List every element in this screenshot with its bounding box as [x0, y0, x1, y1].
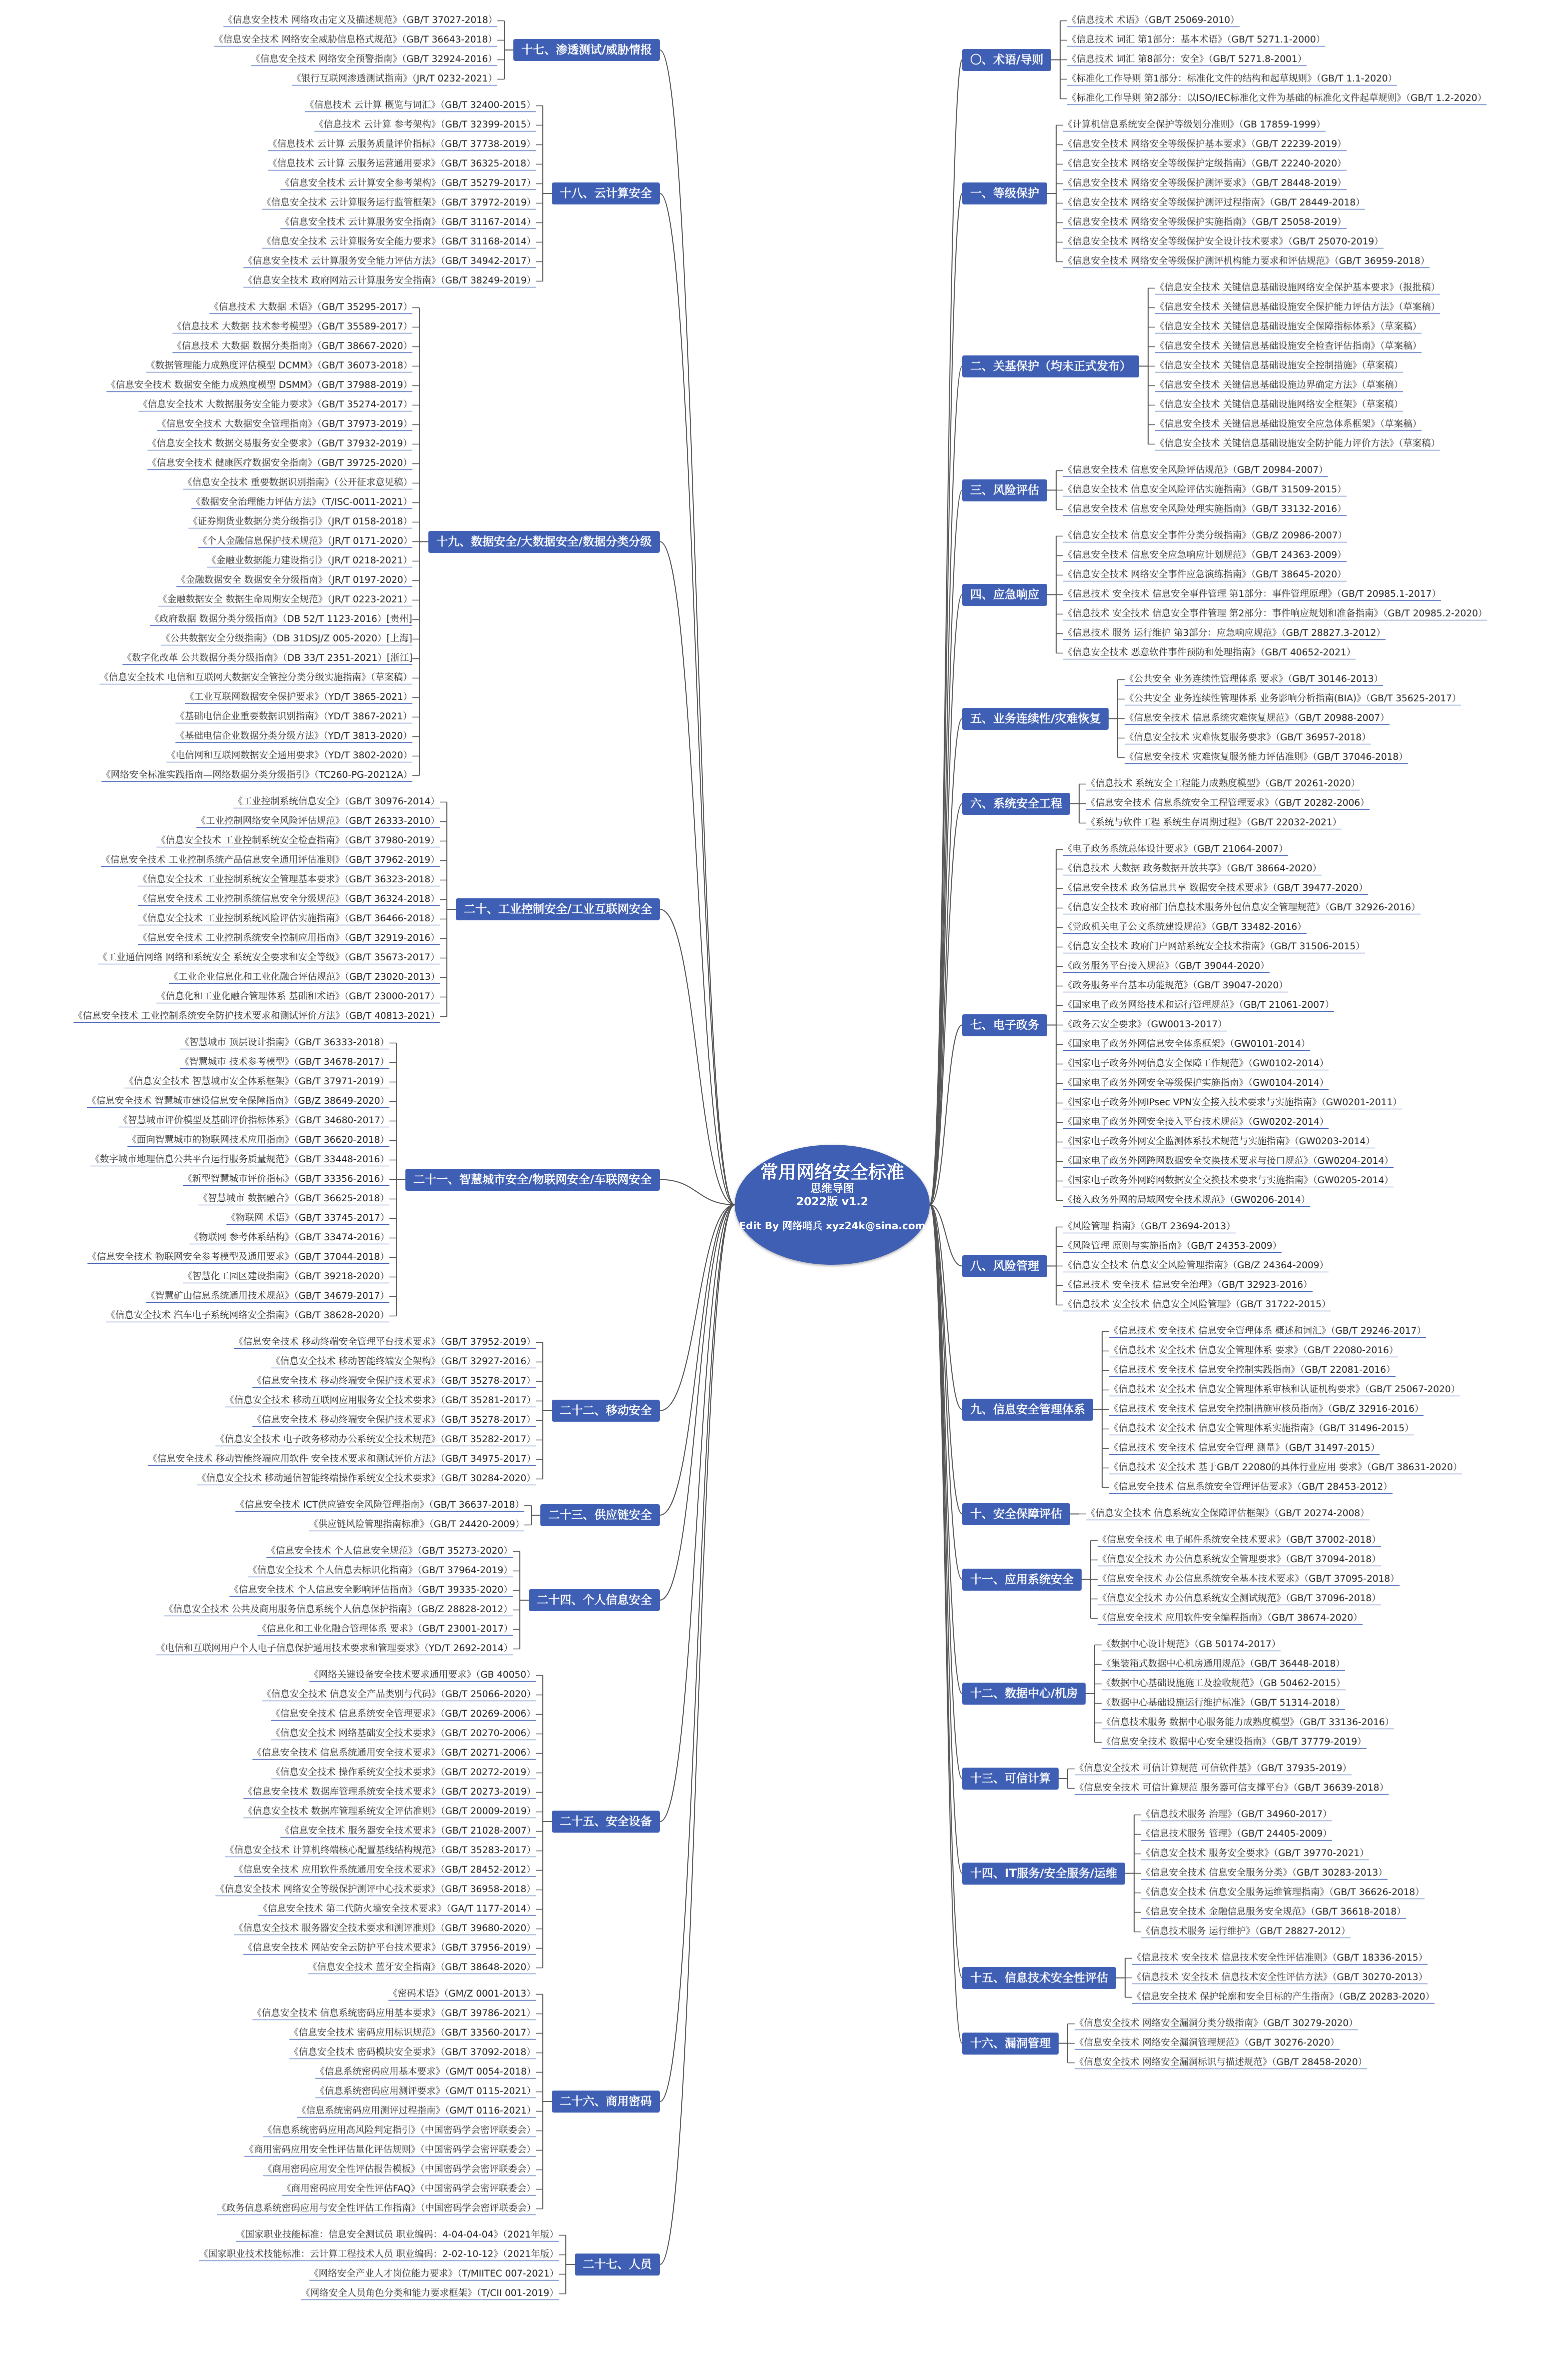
branch-topic[interactable]: 十二、数据中心/机房 [962, 1683, 1086, 1705]
standard-item[interactable]: 《银行互联网渗透测试指南》（JR/T 0232-2021） [292, 73, 497, 84]
standard-item[interactable]: 《智慧化工园区建设指南》（GB/T 39218-2020） [183, 1271, 389, 1282]
standard-item[interactable]: 《信息技术 安全技术 信息安全管理体系 概述和词汇》（GB/T 29246-2017） [1109, 1325, 1426, 1336]
trunk-connector [930, 1205, 962, 1514]
standard-item[interactable]: 《信息安全技术 个人信息去标识化指南》（GB/T 37964-2019） [248, 1565, 513, 1576]
standard-item[interactable]: 《信息技术 服务 运行维护 第3部分：应急响应规范》（GB/T 28827.3-2012） [1063, 627, 1386, 638]
standard-item[interactable]: 《信息安全技术 关键信息基础设施安全应急体系框架》（草案稿） [1155, 418, 1422, 429]
standard-item[interactable]: 《信息安全技术 工业控制系统安全检查指南》（GB/T 37980-2019） [156, 835, 440, 846]
standard-item[interactable]: 《新型智慧城市评价指标》（GB/T 33356-2016） [183, 1173, 389, 1184]
standard-item[interactable]: 《信息安全技术 信息安全风险评估实施指南》（GB/T 31509-2015） [1063, 484, 1347, 495]
standard-item[interactable]: 《金融数据安全 数据生命周期安全规范》（JR/T 0223-2021） [158, 594, 413, 605]
standard-item[interactable]: 《商用密码应用安全性评估量化评估规则》（中国密码学会密评联委会） [244, 2144, 536, 2155]
trunk-connector [930, 193, 962, 1205]
branch-topic[interactable]: 十六、漏洞管理 [962, 2033, 1059, 2055]
standard-item[interactable]: 《信息技术 安全技术 信息安全控制实践指南》（GB/T 22081-2016） [1109, 1364, 1396, 1375]
standard-item[interactable]: 《信息安全技术 关键信息基础设施边界确定方法》（草案稿） [1155, 379, 1404, 390]
branch-topic[interactable]: 十一、应用系统安全 [962, 1569, 1082, 1591]
standard-item[interactable]: 《金融业数据能力建设指引》（JR/T 0218-2021） [207, 555, 412, 566]
branch-topic[interactable]: 二十六、商用密码 [552, 2091, 660, 2113]
standard-item[interactable]: 《信息安全技术 服务器安全技术要求》（GB/T 21028-2007） [280, 1825, 536, 1836]
standard-item[interactable]: 《信息安全技术 信息安全风险管理指南》（GB/Z 24364-2009） [1063, 1260, 1329, 1271]
standard-item[interactable]: 《信息安全技术 可信计算规范 可信软件基》（GB/T 37935-2019） [1075, 1763, 1352, 1774]
branch-topic[interactable]: 二十四、个人信息安全 [529, 1589, 660, 1611]
standard-item[interactable]: 《标准化工作导则 第1部分：标准化文件的结构和起草规则》（GB/T 1.1-2020） [1067, 73, 1398, 84]
branch-topic[interactable]: 七、电子政务 [962, 1014, 1047, 1036]
branch-topic[interactable]: 二十七、人员 [575, 2254, 660, 2276]
standard-item[interactable]: 《信息安全技术 大数据安全管理指南》（GB/T 37973-2019） [157, 418, 413, 429]
standard-item[interactable]: 《计算机信息系统安全保护等级划分准则》（GB 17859-1999） [1063, 119, 1326, 130]
standard-item[interactable]: 《国家职业技术技能标准：云计算工程技术人员 职业编码：2-02-10-12》（2021年版） [199, 2249, 559, 2260]
standard-item[interactable]: 《智慧城市评价模型及基础评价指标体系》（GB/T 34680-2017） [118, 1115, 390, 1126]
standard-item[interactable]: 《信息安全技术 信息系统安全保障评估框架》（GB/T 20274-2008） [1086, 1508, 1370, 1519]
branch-topic[interactable]: 二、关基保护（均未正式发布） [962, 355, 1139, 377]
standard-item[interactable]: 《接入政务外网的局域网安全技术规范》（GW0206-2014） [1063, 1194, 1311, 1205]
standard-item[interactable]: 《信息安全技术 工业控制系统产品信息安全通用评估准则》（GB/T 37962-2019） [101, 854, 440, 865]
standard-item[interactable]: 《商用密码应用安全性评估报告模板》（中国密码学会密评联委会） [263, 2164, 536, 2175]
standard-item[interactable]: 《公共数据安全分级指南》（DB 31DSJ/Z 005-2020）[上海] [161, 633, 412, 644]
standard-item[interactable]: 《信息安全技术 云计算服务运行监管框架》（GB/T 37972-2019） [262, 197, 536, 208]
branch-topic[interactable]: 一、等级保护 [962, 182, 1047, 204]
standard-item[interactable]: 《信息安全技术 电信和互联网大数据安全管控分类分级实施指南》（草案稿） [99, 672, 412, 683]
trunk-connector [660, 1205, 735, 1600]
standard-item[interactable]: 《信息安全技术 信息安全应急响应计划规范》（GB/T 24363-2009） [1063, 549, 1347, 560]
standard-item[interactable]: 《国家电子政务外网IPsec VPN安全接入技术要求与实施指南》（GW0201-2011） [1063, 1097, 1402, 1108]
standard-item[interactable]: 《智慧城市 技术参考模型》（GB/T 34678-2017） [180, 1056, 389, 1067]
standard-item[interactable]: 《信息安全技术 移动互联网应用服务安全技术要求》（GB/T 35281-2017） [225, 1395, 536, 1406]
standard-item[interactable]: 《信息安全技术 办公信息系统安全基本技术要求》（GB/T 37095-2018） [1098, 1573, 1400, 1584]
standard-item[interactable]: 《密码术语》（GM/Z 0001-2013） [388, 1988, 536, 1999]
standard-item[interactable]: 《信息安全技术 应用软件系统通用安全技术要求》（GB/T 28452-2012） [234, 1864, 536, 1875]
standard-item[interactable]: 《政务信息系统密码应用与安全性评估工作指南》（中国密码学会密评联委会） [217, 2203, 536, 2214]
standard-item[interactable]: 《电子政务系统总体设计要求》（GB/T 21064-2007） [1063, 843, 1288, 854]
standard-item[interactable]: 《信息安全技术 信息系统安全管理评估要求》（GB/T 28453-2012） [1109, 1481, 1393, 1492]
branch-topic[interactable]: 十四、IT服务/安全服务/运维 [962, 1863, 1125, 1885]
branch-topic[interactable]: 十九、数据安全/大数据安全/数据分类分级 [428, 531, 660, 553]
standard-item[interactable]: 《工业互联网数据安全保护要求》（YD/T 3865-2021） [185, 691, 413, 702]
trunk-connector [930, 1205, 962, 1779]
standard-item[interactable]: 《信息安全技术 网站安全云防护平台技术要求》（GB/T 37956-2019） [243, 1942, 536, 1953]
standard-item[interactable]: 《网络安全人员角色分类和能力要求框架》（T/CII 001-2019） [301, 2288, 559, 2299]
standard-item[interactable]: 《信息安全技术 关键信息基础设施安全保护能力评估方法》（草案稿） [1155, 301, 1441, 312]
trunk-connector [660, 50, 735, 1205]
standard-item[interactable]: 《金融数据安全 数据安全分级指南》（JR/T 0197-2020） [176, 574, 413, 585]
standard-item[interactable]: 《信息安全技术 网络安全等级保护实施指南》（GB/T 25058-2019） [1063, 216, 1347, 227]
standard-item[interactable]: 《电信网和互联网数据安全通用要求》（YD/T 3802-2020） [166, 750, 413, 761]
standard-item[interactable]: 《物联网 参考体系结构》（GB/T 33474-2016） [189, 1232, 390, 1243]
standard-item[interactable]: 《信息安全技术 信息系统安全管理要求》（GB/T 20269-2006） [271, 1708, 536, 1719]
central-author: Edit By 网络哨兵 xyz24k@sina.com [739, 1220, 926, 1232]
trunk-connector [660, 193, 735, 1205]
standard-item[interactable]: 《国家电子政务外网跨网数据安全交换技术要求与接口规范》（GW0204-2014） [1063, 1155, 1394, 1166]
standard-item[interactable]: 《基础电信企业数据分类分级方法》（YD/T 3813-2020） [175, 730, 412, 741]
standard-item[interactable]: 《信息安全技术 移动终端安全管理平台技术要求》（GB/T 37952-2019） [234, 1336, 536, 1347]
standard-item[interactable]: 《数据中心基础设施施工及验收规范》（GB 50462-2015） [1102, 1678, 1346, 1689]
standard-item[interactable]: 《信息安全技术 信息安全事件分类分级指南》（GB/Z 20986-2007） [1063, 530, 1348, 541]
standard-item[interactable]: 《信息技术 安全技术 信息安全管理体系实施指南》（GB/T 31496-2015） [1109, 1423, 1414, 1434]
standard-item[interactable]: 《信息安全技术 政府网站云计算服务安全指南》（GB/T 38249-2019） [243, 275, 536, 286]
standard-item[interactable]: 《风险管理 指南》（GB/T 23694-2013） [1063, 1221, 1236, 1232]
standard-item[interactable]: 《信息化和工业化融合管理体系 基础和术语》（GB/T 23000-2017） [156, 991, 440, 1002]
standard-item[interactable]: 《信息技术 词汇 第8部分：安全》（GB/T 5271.8-2001） [1067, 53, 1307, 64]
standard-item[interactable]: 《信息安全技术 网络安全漏洞分类分级指南》（GB/T 30279-2020） [1075, 2018, 1358, 2029]
standard-item[interactable]: 《信息技术服务 治理》（GB/T 34960-2017） [1141, 1809, 1332, 1820]
standard-item[interactable]: 《信息技术 云计算 云服务质量评价指标》（GB/T 37738-2019） [268, 138, 536, 149]
branch-topic[interactable]: 二十、工业控制安全/工业互联网安全 [456, 898, 660, 920]
standard-item[interactable]: 《电信和互联网用户个人电子信息保护通用技术要求和管理要求》（YD/T 2692-2014） [156, 1643, 513, 1654]
standard-item[interactable]: 《信息安全技术 网络基础安全技术要求》（GB/T 20270-2006） [271, 1728, 536, 1739]
branch-topic[interactable]: 九、信息安全管理体系 [962, 1399, 1093, 1421]
standard-item[interactable]: 《信息安全技术 网络安全等级保护测评过程指南》（GB/T 28449-2018） [1063, 197, 1365, 208]
standard-item[interactable]: 《信息安全技术 办公信息系统安全管理要求》（GB/T 37094-2018） [1098, 1554, 1381, 1565]
branch-topic[interactable]: 三、风险评估 [962, 479, 1047, 501]
standard-item[interactable]: 《信息安全技术 数据库管理系统安全评估准则》（GB/T 20009-2019） [243, 1806, 536, 1817]
standard-item[interactable]: 《信息技术 安全技术 信息技术安全性评估准则》（GB/T 18336-2015） [1132, 1952, 1428, 1963]
standard-item[interactable]: 《信息安全技术 灾难恢复服务要求》（GB/T 36957-2018） [1125, 732, 1371, 743]
standard-item[interactable]: 《信息技术 大数据 数据分类指南》（GB/T 38667-2020） [172, 340, 413, 351]
standard-item[interactable]: 《工业控制网络安全风险评估规范》（GB/T 26333-2010） [196, 815, 440, 826]
standard-item[interactable]: 《智慧城市 数据融合》（GB/T 36625-2018） [198, 1193, 389, 1204]
standard-item[interactable]: 《信息安全技术 工业控制系统风险评估实施指南》（GB/T 36466-2018） [138, 913, 440, 924]
branch-topic[interactable]: 六、系统安全工程 [962, 793, 1070, 815]
standard-item[interactable]: 《信息安全技术 密码模块安全要求》（GB/T 37092-2018） [289, 2047, 536, 2058]
branch-topic[interactable]: 十七、渗透测试/威胁情报 [513, 39, 660, 61]
central-version: 2022版 v1.2 [796, 1196, 869, 1208]
standard-item[interactable]: 《信息技术 安全技术 信息安全治理》（GB/T 32923-2016） [1063, 1279, 1313, 1290]
branch-topic[interactable]: 二十一、智慧城市安全/物联网安全/车联网安全 [405, 1169, 660, 1191]
standard-item[interactable]: 《信息安全技术 工业控制系统安全控制应用指南》（GB/T 32919-2016） [138, 932, 440, 943]
standard-item[interactable]: 《信息安全技术 关键信息基础设施安全检查评估指南》（草案稿） [1155, 340, 1422, 351]
standard-item[interactable]: 《工业通信网络 网络和系统安全 系统安全要求和安全等级》（GB/T 35673-2017） [98, 952, 440, 963]
standard-item[interactable]: 《信息技术 云计算 概览与词汇》（GB/T 32400-2015） [305, 99, 536, 110]
standard-item[interactable]: 《智慧矿山信息系统通用技术规范》（GB/T 34679-2017） [146, 1290, 389, 1301]
standard-item[interactable]: 《信息安全技术 工业控制系统信息安全分级规范》（GB/T 36324-2018） [138, 893, 440, 904]
standard-item[interactable]: 《信息安全技术 蓝牙安全指南》（GB/T 38648-2020） [308, 1962, 536, 1973]
standard-item[interactable]: 《信息技术 安全技术 基于GB/T 22080的具体行业应用 要求》（GB/T 38631-2020） [1109, 1462, 1463, 1473]
standard-item[interactable]: 《信息技术 安全技术 信息技术安全性评估方法》（GB/T 30270-2013） [1132, 1972, 1428, 1983]
standard-item[interactable]: 《信息安全技术 网络攻击定义及描述规范》（GB/T 37027-2018） [223, 14, 498, 25]
standard-item[interactable]: 《商用密码应用安全性评估FAQ》（中国密码学会密评联委会） [282, 2183, 536, 2194]
standard-item[interactable]: 《系统与软件工程 系统生存周期过程》（GB/T 22032-2021） [1086, 817, 1342, 828]
standard-item[interactable]: 《信息安全技术 网络安全等级保护定级指南》（GB/T 22240-2020） [1063, 158, 1347, 169]
standard-item[interactable]: 《信息安全技术 移动智能终端安全架构》（GB/T 32927-2016） [271, 1356, 536, 1367]
standard-item[interactable]: 《政府数据 数据分类分级指南》（DB 52/T 1123-2016）[贵州] [150, 613, 412, 624]
standard-item[interactable]: 《信息安全技术 政府部门信息技术服务外包信息安全管理规范》（GB/T 32926-2016） [1063, 902, 1421, 913]
standard-item[interactable]: 《信息安全技术 移动智能终端应用软件 安全技术要求和测试评价方法》（GB/T 34975-2017） [148, 1453, 536, 1464]
standard-item[interactable]: 《信息技术 安全技术 信息安全管理 测量》（GB/T 31497-2015） [1109, 1442, 1380, 1453]
branch-topic[interactable]: 二十二、移动安全 [552, 1400, 660, 1422]
standard-item[interactable]: 《信息系统密码应用高风险判定指引》（中国密码学会密评联委会） [263, 2125, 536, 2136]
standard-item[interactable]: 《信息安全技术 数据库管理系统安全技术要求》（GB/T 20273-2019） [243, 1786, 536, 1797]
standard-item[interactable]: 《信息安全技术 数据中心安全建设指南》（GB/T 37779-2019） [1102, 1736, 1367, 1747]
standard-item[interactable]: 《信息安全技术 操作系统安全技术要求》（GB/T 20272-2019） [271, 1767, 536, 1778]
standard-item[interactable]: 《个人金融信息保护技术规范》（JR/T 0171-2020） [198, 535, 413, 546]
standard-item[interactable]: 《面向智慧城市的物联网技术应用指南》（GB/T 36620-2018） [127, 1134, 389, 1145]
standard-item[interactable]: 《国家电子政务外网信息安全保障工作规范》（GW0102-2014） [1063, 1058, 1329, 1069]
standard-item[interactable]: 《信息安全技术 工业控制系统安全防护技术要求和测试评价方法》（GB/T 40813-2021） [73, 1010, 440, 1021]
standard-item[interactable]: 《信息安全技术 云计算服务安全能力评估方法》（GB/T 34942-2017） [243, 255, 536, 266]
standard-item[interactable]: 《信息安全技术 应用软件安全编程指南》（GB/T 38674-2020） [1098, 1612, 1363, 1623]
standard-item[interactable]: 《信息系统密码应用测评要求》（GM/T 0115-2021） [315, 2086, 536, 2097]
standard-item[interactable]: 《政务服务平台接入规范》（GB/T 39044-2020） [1063, 960, 1270, 971]
standard-item[interactable]: 《信息安全技术 信息系统安全工程管理要求》（GB/T 20282-2006） [1086, 797, 1370, 808]
standard-item[interactable]: 《基础电信企业重要数据识别指南》（YD/T 3867-2021） [175, 711, 412, 722]
branch-topic[interactable]: 十、安全保障评估 [962, 1503, 1070, 1525]
standard-item[interactable]: 《信息化和工业化融合管理体系 要求》（GB/T 23001-2017） [257, 1623, 513, 1634]
standard-item[interactable]: 《国家电子政务外网安全等级保护实施指南》（GW0104-2014） [1063, 1077, 1329, 1088]
standard-item[interactable]: 《网络安全产业人才岗位能力要求》（T/MIITEC 007-2021） [309, 2268, 559, 2279]
standard-item[interactable]: 《信息安全技术 网络安全预警指南》（GB/T 32924-2016） [251, 53, 497, 64]
standard-item[interactable]: 《信息安全技术 智慧城市建设信息安全保障指南》（GB/Z 38649-2020） [87, 1095, 390, 1106]
standard-item[interactable]: 《信息安全技术 健康医疗数据安全指南》（GB/T 39725-2020） [147, 457, 412, 468]
standard-item[interactable]: 《信息安全技术 网络安全漏洞标识与描述规范》（GB/T 28458-2020） [1075, 2057, 1368, 2068]
standard-item[interactable]: 《国家电子政务网络技术和运行管理规范》（GB/T 21061-2007） [1063, 999, 1335, 1010]
standard-item[interactable]: 《供应链风险管理指南标准》（GB/T 24420-2009） [309, 1519, 525, 1530]
standard-item[interactable]: 《政务服务平台基本功能规范》（GB/T 39047-2020） [1063, 980, 1288, 991]
standard-item[interactable]: 《信息安全技术 信息安全服务分类》（GB/T 30283-2013） [1141, 1867, 1388, 1878]
standard-item[interactable]: 《国家电子政务外网跨网数据安全交换技术要求与实施指南》（GW0205-2014） [1063, 1175, 1394, 1186]
standard-item[interactable]: 《信息技术 云计算 参考架构》（GB/T 32399-2015） [314, 119, 536, 130]
standard-item[interactable]: 《智慧城市 顶层设计指南》（GB/T 36333-2018） [180, 1037, 389, 1048]
standard-item[interactable]: 《数据安全治理能力评估方法》（T/ISC-0011-2021） [191, 496, 412, 507]
central-subtitle: 思维导图 [810, 1183, 854, 1195]
standard-item[interactable]: 《信息安全技术 智慧城市安全体系框架》（GB/T 37971-2019） [124, 1076, 389, 1087]
standard-item[interactable]: 《信息安全技术 物联网安全参考模型及通用要求》（GB/T 37044-2018） [87, 1251, 389, 1262]
trunk-connector [660, 1205, 735, 1515]
standard-item[interactable]: 《国家电子政务外网安全监测体系技术规范与实施指南》（GW0203-2014） [1063, 1136, 1375, 1147]
standard-item[interactable]: 《信息安全技术 信息安全产品类别与代码》（GB/T 25066-2020） [262, 1689, 536, 1700]
trunk-connector [660, 909, 735, 1205]
standard-item[interactable]: 《信息安全技术 信息系统灾难恢复规范》（GB/T 20988-2007） [1125, 712, 1390, 723]
standard-item[interactable]: 《信息技术服务 运行维护》（GB/T 28827-2012） [1141, 1926, 1351, 1937]
standard-item[interactable]: 《信息安全技术 个人信息安全规范》（GB/T 35273-2020） [266, 1545, 513, 1556]
standard-item[interactable]: 《信息安全技术 汽车电子系统网络安全指南》（GB/T 38628-2020） [106, 1310, 389, 1321]
standard-item[interactable]: 《物联网 术语》（GB/T 33745-2017） [226, 1212, 390, 1223]
standard-item[interactable]: 《信息安全技术 政府门户网站系统安全技术指南》（GB/T 31506-2015） [1063, 941, 1365, 952]
branch-topic[interactable]: 四、应急响应 [962, 584, 1047, 606]
standard-item[interactable]: 《信息安全技术 ICT供应链安全风险管理指南》（GB/T 36637-2018） [235, 1499, 524, 1510]
standard-item[interactable]: 《信息安全技术 重要数据识别指南》（公开征求意见稿） [183, 477, 413, 488]
standard-item[interactable]: 《信息系统密码应用基本要求》（GM/T 0054-2018） [315, 2066, 536, 2077]
standard-item[interactable]: 《信息安全技术 个人信息安全影响评估指南》（GB/T 39335-2020） [229, 1584, 513, 1595]
standard-item[interactable]: 《信息安全技术 网络安全等级保护基本要求》（GB/T 22239-2019） [1063, 138, 1347, 149]
standard-item[interactable]: 《信息技术 大数据 政务数据开放共享》（GB/T 38664-2020） [1063, 863, 1322, 874]
standard-item[interactable]: 《信息安全技术 移动终端安全保护技术要求》（GB/T 35278-2017） [252, 1414, 536, 1425]
standard-item[interactable]: 《信息安全技术 电子政务移动办公系统安全技术规范》（GB/T 35282-2017） [215, 1434, 536, 1445]
standard-item[interactable]: 《信息安全技术 保护轮廓和安全目标的产生指南》（GB/Z 20283-2020） [1132, 1991, 1435, 2002]
standard-item[interactable]: 《信息技术 大数据 技术参考模型》（GB/T 35589-2017） [172, 321, 413, 332]
standard-item[interactable]: 《信息安全技术 恶意软件事件预防和处理指南》（GB/T 40652-2021） [1063, 647, 1356, 658]
standard-item[interactable]: 《信息安全技术 关键信息基础设施网络安全保护基本要求》（报批稿） [1155, 282, 1441, 293]
standard-item[interactable]: 《信息技术 安全技术 信息安全管理体系 要求》（GB/T 22080-2016） [1109, 1345, 1399, 1356]
standard-item[interactable]: 《数据中心设计规范》（GB 50174-2017） [1102, 1639, 1281, 1650]
standard-item[interactable]: 《信息技术服务 数据中心服务能力成熟度模型》（GB/T 33136-2016） [1102, 1717, 1395, 1728]
standard-item[interactable]: 《信息安全技术 网络安全漏洞管理规范》（GB/T 30276-2020） [1075, 2037, 1340, 2048]
branch-topic[interactable]: 十三、可信计算 [962, 1768, 1059, 1790]
standard-item[interactable]: 《信息安全技术 第二代防火墙安全技术要求》（GA/T 1177-2014） [258, 1903, 536, 1914]
standard-item[interactable]: 《信息技术服务 管理》（GB/T 24405-2009） [1141, 1828, 1332, 1839]
standard-item[interactable]: 《信息技术 云计算 云服务运营通用要求》（GB/T 36325-2018） [268, 158, 536, 169]
central-topic[interactable] [735, 1145, 930, 1265]
standard-item[interactable]: 《信息安全技术 关键信息基础设施安全保障指标体系》（草案稿） [1155, 321, 1422, 332]
standard-item[interactable]: 《信息安全技术 数据安全能力成熟度模型 DSMM》（GB/T 37988-2019） [106, 379, 412, 390]
standard-item[interactable]: 《工业控制系统信息安全》（GB/T 30976-2014） [233, 796, 440, 807]
standard-item[interactable]: 《信息技术 安全技术 信息安全控制措施审核员指南》（GB/Z 32916-2016） [1109, 1403, 1424, 1414]
standard-item[interactable]: 《信息安全技术 网络安全威胁信息格式规范》（GB/T 36643-2018） [214, 34, 497, 45]
standard-item[interactable]: 《信息安全技术 电子邮件系统安全技术要求》（GB/T 37002-2018） [1098, 1534, 1381, 1545]
standard-item[interactable]: 《信息技术 术语》（GB/T 25069-2010） [1067, 14, 1240, 25]
standard-item[interactable]: 《集装箱式数据中心机房通用规范》（GB/T 36448-2018） [1102, 1658, 1345, 1669]
standard-item[interactable]: 《国家电子政务外网信息安全体系框架》（GW0101-2014） [1063, 1038, 1311, 1049]
standard-item[interactable]: 《信息安全技术 网络安全等级保护安全设计技术要求》（GB/T 25070-2019） [1063, 236, 1384, 247]
standard-item[interactable]: 《信息安全技术 网络安全等级保护测评中心技术要求》（GB/T 36958-2018） [215, 1884, 536, 1895]
standard-item[interactable]: 《信息安全技术 信息系统通用安全技术要求》（GB/T 20271-2006） [252, 1747, 536, 1758]
standard-item[interactable]: 《信息技术 安全技术 信息安全事件管理 第1部分：事件管理原理》（GB/T 20985.1-2017） [1063, 588, 1441, 599]
standard-item[interactable]: 《国家职业技能标准：信息安全测试员 职业编码：4-04-04-04》（2021年版） [236, 2229, 559, 2240]
standard-item[interactable]: 《信息安全技术 政务信息共享 数据安全技术要求》（GB/T 39477-2020） [1063, 882, 1368, 893]
standard-item[interactable]: 《信息安全技术 网络安全等级保护测评要求》（GB/T 28448-2019） [1063, 177, 1347, 188]
standard-item[interactable]: 《数字化改革 公共数据分类分级指南》（DB 33/T 2351-2021）[浙江] [122, 652, 413, 663]
trunk-connector [930, 1205, 962, 2044]
standard-item[interactable]: 《信息技术 系统安全工程能力成熟度模型》（GB/T 20261-2020） [1086, 778, 1361, 789]
standard-item[interactable]: 《信息安全技术 计算机终端核心配置基线结构规范》（GB/T 35283-2017） [225, 1845, 536, 1856]
standard-item[interactable]: 《信息安全技术 数据交易服务安全要求》（GB/T 37932-2019） [147, 438, 412, 449]
standard-item[interactable]: 《信息安全技术 信息安全风险评估规范》（GB/T 20984-2007） [1063, 464, 1328, 475]
standard-item[interactable]: 《信息安全技术 可信计算规范 服务器可信支撑平台》（GB/T 36639-2018） [1075, 1782, 1389, 1793]
standard-item[interactable]: 《公共安全 业务连续性管理体系 要求》（GB/T 30146-2013） [1125, 673, 1384, 684]
branch-topic[interactable]: 十五、信息技术安全性评估 [962, 1967, 1116, 1989]
standard-item[interactable]: 《信息安全技术 移动终端安全保护技术要求》（GB/T 35278-2017） [252, 1375, 536, 1386]
standard-item[interactable]: 《工业企业信息化和工业化融合评估规范》（GB/T 23020-2013） [169, 971, 440, 982]
standard-item[interactable]: 《标准化工作导则 第2部分：以ISO/IEC标准化文件为基础的标准化文件起草规则》（GB/T 1.2-2020） [1067, 92, 1487, 103]
central-title: 常用网络安全标准 [760, 1162, 904, 1183]
standard-item[interactable]: 《信息安全技术 云计算安全参考架构》（GB/T 35279-2017） [280, 177, 536, 188]
standard-item[interactable]: 《数字城市地理信息公共平台运行服务质量规范》（GB/T 33448-2016） [90, 1154, 389, 1165]
standard-item[interactable]: 《信息技术 安全技术 信息安全风险管理》（GB/T 31722-2015） [1063, 1299, 1331, 1310]
standard-item[interactable]: 《信息安全技术 工业控制系统安全管理基本要求》（GB/T 36323-2018） [138, 874, 440, 885]
standard-item[interactable]: 《信息安全技术 办公信息系统安全测试规范》（GB/T 37096-2018） [1098, 1593, 1381, 1604]
standard-item[interactable]: 《信息系统密码应用测评过程指南》（GM/T 0116-2021） [297, 2105, 536, 2116]
standard-item[interactable]: 《信息安全技术 移动通信智能终端操作系统安全技术要求》（GB/T 30284-2020） [197, 1473, 536, 1484]
branch-topic[interactable]: 二十三、供应链安全 [540, 1504, 660, 1526]
trunk-connector [930, 1205, 962, 1978]
standard-item[interactable]: 《数据管理能力成熟度评估模型 DCMM》（GB/T 36073-2018） [146, 360, 413, 371]
trunk-connector [930, 366, 962, 1205]
standard-item[interactable]: 《信息安全技术 关键信息基础设施安全防护能力评价方法》（草案稿） [1155, 438, 1441, 449]
trunk-connector [660, 1205, 735, 2102]
standard-item[interactable]: 《信息安全技术 服务安全要求》（GB/T 39770-2021） [1141, 1848, 1369, 1859]
branch-topic[interactable]: 〇、术语/导则 [962, 49, 1051, 71]
standard-item[interactable]: 《信息安全技术 密码应用标识规范》（GB/T 33560-2017） [289, 2027, 536, 2038]
standard-item[interactable]: 《信息安全技术 信息系统密码应用基本要求》（GB/T 39786-2021） [252, 2008, 536, 2019]
standard-item[interactable]: 《网络安全标准实践指南—网络数据分类分级指引》（TC260-PG-20212A） [101, 769, 413, 780]
standard-item[interactable]: 《信息技术 大数据 术语》（GB/T 35295-2017） [209, 301, 413, 312]
standard-item[interactable]: 《信息安全技术 云计算服务安全指南》（GB/T 31167-2014） [280, 216, 536, 227]
standard-item[interactable]: 《政务云安全要求》（GW0013-2017） [1063, 1019, 1227, 1030]
standard-item[interactable]: 《信息安全技术 信息安全风险处理实施指南》（GB/T 33132-2016） [1063, 503, 1347, 514]
branch-topic[interactable]: 五、业务连续性/灾难恢复 [962, 708, 1109, 730]
standard-item[interactable]: 《信息安全技术 关键信息基础设施安全控制措施》（草案稿） [1155, 360, 1404, 371]
standard-item[interactable]: 《信息安全技术 网络安全等级保护测评机构能力要求和评估规范》（GB/T 36959-2018） [1063, 255, 1430, 266]
standard-item[interactable]: 《数据中心基础设施运行维护标准》（GB/T 51314-2018） [1102, 1697, 1345, 1708]
standard-item[interactable]: 《信息安全技术 信息安全服务运维管理指南》（GB/T 36626-2018） [1141, 1887, 1425, 1898]
standard-item[interactable]: 《信息安全技术 关键信息基础设施网络安全框架》（草案稿） [1155, 399, 1404, 410]
standard-item[interactable]: 《风险管理 原则与实施指南》（GB/T 24353-2009） [1063, 1240, 1282, 1251]
standard-item[interactable]: 《信息技术 词汇 第1部分：基本术语》（GB/T 5271.1-2000） [1067, 34, 1326, 45]
standard-item[interactable]: 《信息技术 安全技术 信息安全管理体系审核和认证机构要求》（GB/T 25067-2020） [1109, 1384, 1461, 1395]
branch-topic[interactable]: 八、风险管理 [962, 1255, 1047, 1277]
standard-item[interactable]: 《信息安全技术 公共及商用服务信息系统个人信息保护指南》（GB/Z 28828-2012） [164, 1604, 513, 1615]
standard-item[interactable]: 《公共安全 业务连续性管理体系 业务影响分析指南(BIA)》（GB/T 35625-2017） [1125, 693, 1462, 704]
standard-item[interactable]: 《网络关键设备安全技术要求通用要求》（GB 40050） [309, 1669, 536, 1680]
standard-item[interactable]: 《国家电子政务外网安全接入平台技术规范》（GW0202-2014） [1063, 1116, 1329, 1127]
standard-item[interactable]: 《信息安全技术 大数据服务安全能力要求》（GB/T 35274-2017） [138, 399, 413, 410]
branch-topic[interactable]: 二十五、安全设备 [552, 1811, 660, 1833]
standard-item[interactable]: 《信息技术 安全技术 信息安全事件管理 第2部分：事件响应规划和准备指南》（GB/T 20985.2-2020） [1063, 608, 1488, 619]
standard-item[interactable]: 《信息安全技术 金融信息服务安全规范》（GB/T 36618-2018） [1141, 1906, 1406, 1917]
standard-item[interactable]: 《信息安全技术 灾难恢复服务能力评估准则》（GB/T 37046-2018） [1125, 751, 1408, 762]
branch-topic[interactable]: 十八、云计算安全 [552, 182, 660, 204]
standard-item[interactable]: 《证券期货业数据分类分级指引》（JR/T 0158-2018） [188, 516, 412, 527]
standard-item[interactable]: 《党政机关电子公文系统建设规范》（GB/T 33482-2016） [1063, 921, 1307, 932]
standard-item[interactable]: 《信息安全技术 网络安全事件应急演练指南》（GB/T 38645-2020） [1063, 569, 1347, 580]
standard-item[interactable]: 《信息安全技术 云计算服务安全能力要求》（GB/T 31168-2014） [262, 236, 536, 247]
standard-item[interactable]: 《信息安全技术 服务器安全技术要求和测评准则》（GB/T 39680-2020） [234, 1923, 536, 1934]
